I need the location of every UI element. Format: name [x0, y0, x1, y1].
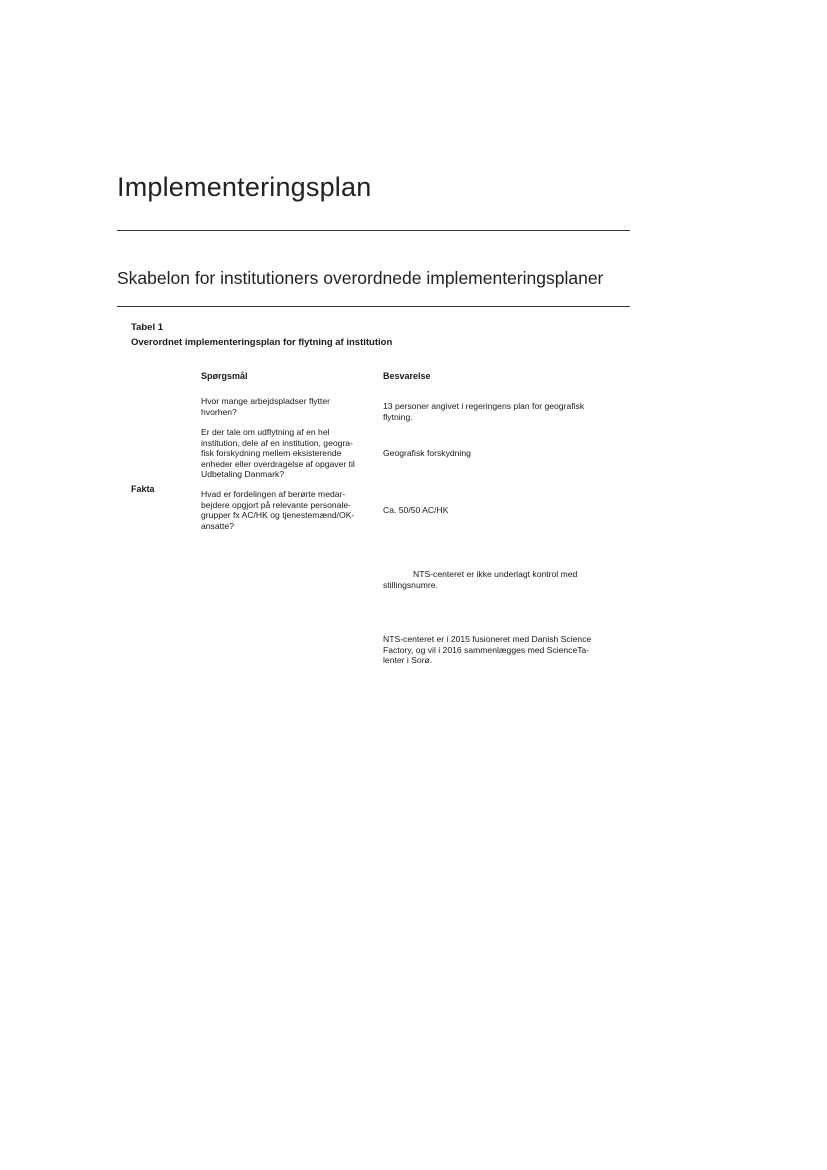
question-cell: Hvor mange arbejdspladser flytter hvorhen?: [201, 396, 330, 417]
table-label: Tabel 1: [131, 322, 164, 333]
answer-cell: Ca. 50/50 AC/HK: [383, 505, 449, 515]
page-title: Implementeringsplan: [117, 172, 372, 202]
table-caption: Overordnet implementeringsplan for flytning af institution: [131, 337, 393, 348]
question-cell: Hvad er fordelingen af berørte medar- bejdere opgjort på relevante personale- grupper fx AC/HK og tjenestemænd/OK- ansatte?: [201, 489, 355, 531]
answer-cell: 13 personer angivet i regeringens plan for geografisk flytning.: [383, 401, 585, 422]
note-text: NTS-centeret er ikke underlagt kontrol med stillingsnumre.: [383, 569, 578, 590]
question-cell: Er der tale om udflytning af en hel institution, dele af en institution, geogra- fisk forskydning mellem eksisterende enheder eller overdragelse af opgaver til Udbetaling Danmark?: [201, 427, 355, 479]
note-text: NTS-centeret er i 2015 fusioneret med Danish Science Factory, og vil i 2016 sammenlægges med ScienceTa- lenter i Sorø.: [383, 634, 592, 665]
column-header-question: Spørgsmål: [201, 371, 248, 381]
column-header-answer: Besvarelse: [383, 371, 431, 381]
subtitle-divider: [117, 306, 630, 307]
page-subtitle: Skabelon for institutioners overordnede implementeringsplaner: [117, 268, 604, 288]
title-divider: [117, 230, 630, 231]
answer-cell: Geografisk forskydning: [383, 448, 471, 458]
row-label-fakta: Fakta: [131, 484, 155, 494]
